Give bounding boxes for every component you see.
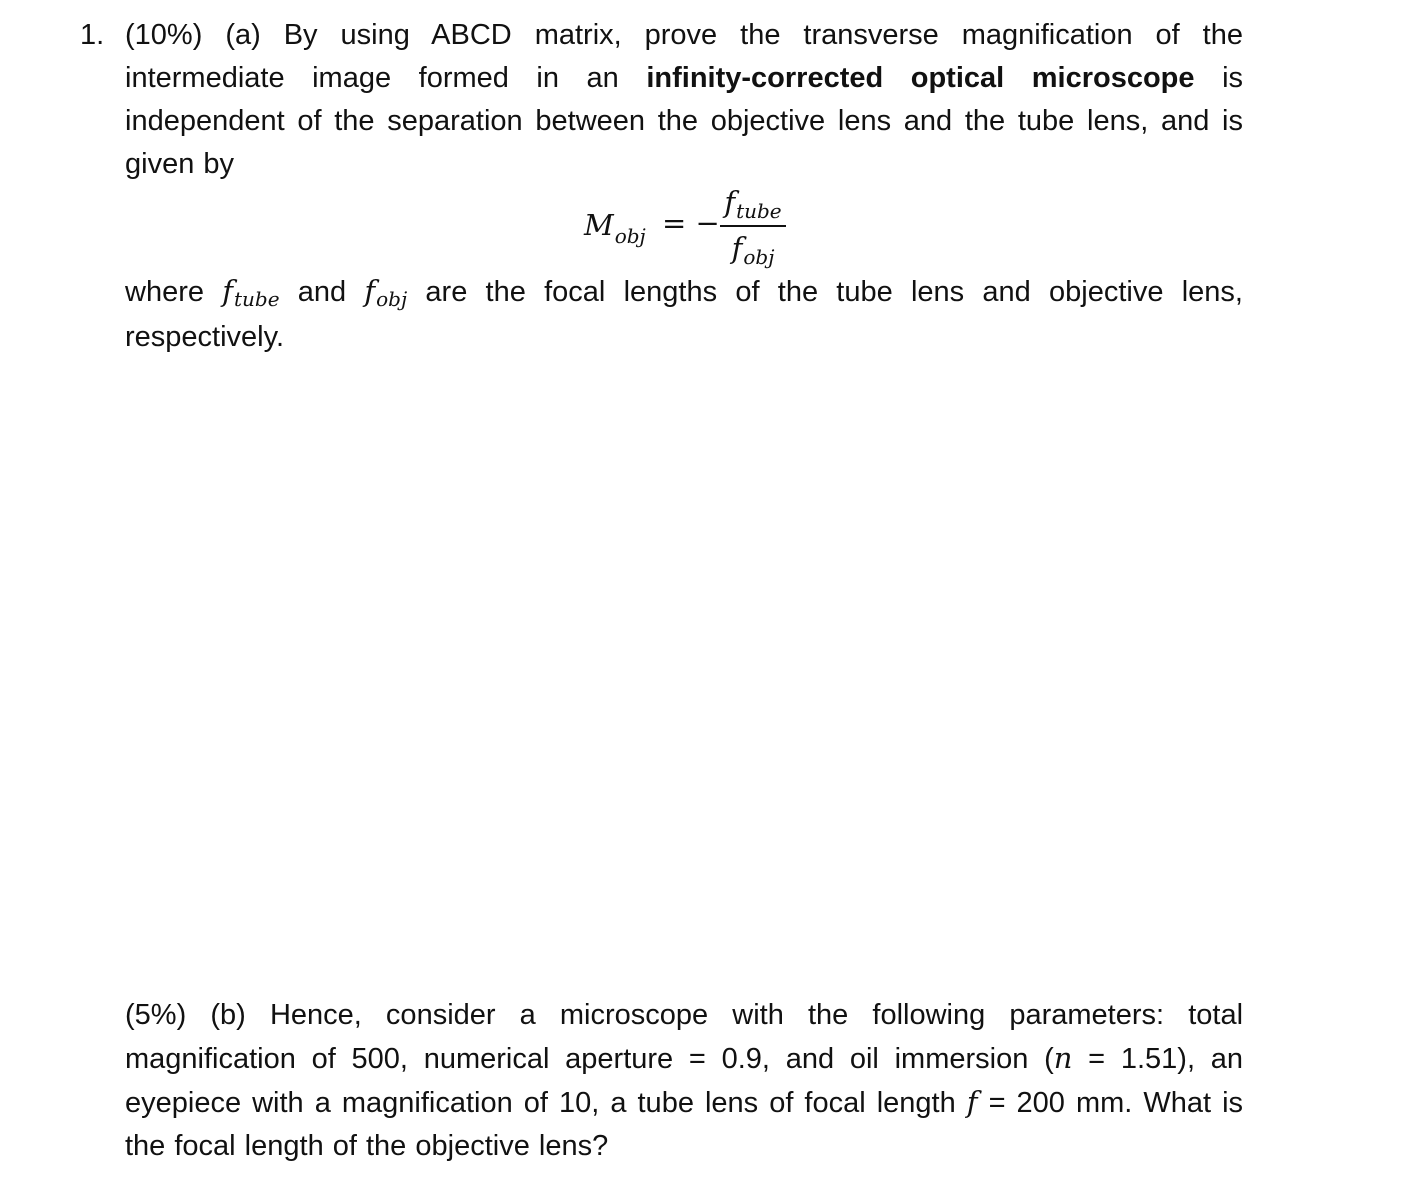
equation-fraction [720, 184, 786, 269]
where-rest: are the focal lengths of the tube lens and objective lens, respectively. [125, 276, 1243, 353]
part-a-paragraph [125, 14, 1243, 186]
where-f-tube-symbol: f [222, 274, 233, 308]
part-a-label: (a) [225, 19, 261, 51]
part-b-text-1: Hence, consider a microscope with the following parameters: total magnification of 500, numerical aperture = 0.9, and oil immersion ( [125, 999, 1244, 1075]
fraction-numerator [720, 184, 786, 223]
part-b-marks: (5%) [125, 999, 187, 1031]
where-f-tube [222, 274, 280, 311]
equals-sign: = [662, 206, 687, 240]
lhs-symbol: M [584, 208, 614, 242]
part-b-paragraph [125, 994, 1243, 1168]
part-a-where-clause [125, 270, 1243, 359]
numerator-symbol: f [724, 185, 736, 219]
part-b-label: (b) [210, 999, 246, 1031]
where-word: where [125, 276, 204, 308]
where-f-obj-symbol: f [364, 274, 376, 308]
magnification-equation [580, 184, 840, 270]
part-a-bold-term: infinity-corrected optical microscope [646, 62, 1195, 94]
equation-relation [662, 206, 720, 240]
part-b-text-3: = 200 mm. What is the focal length of the objective lens? [125, 1087, 1244, 1162]
where-and: and [297, 276, 347, 308]
denominator-subscript: obj [743, 245, 775, 269]
equation-lhs [584, 208, 646, 248]
numerator-subscript: tube [736, 199, 782, 223]
part-a-text-end: is independent of the separation between the objective lens and the tube lens, and is given by [125, 62, 1244, 180]
minus-sign: − [695, 206, 720, 240]
part-a-text-start: By using ABCD matrix, prove the transverse magnification of the intermediate image formed in an [125, 19, 1243, 94]
lhs-subscript: obj [614, 224, 646, 248]
refractive-index-symbol: n [1053, 1041, 1073, 1075]
denominator-symbol: f [731, 231, 743, 265]
focal-length-symbol: f [966, 1085, 978, 1119]
where-f-obj [364, 274, 408, 311]
where-f-tube-subscript: tube [233, 287, 280, 311]
fraction-bar [720, 225, 786, 227]
fraction-denominator [720, 230, 786, 269]
question-number: 1. [80, 19, 105, 51]
part-a-marks: (10%) [125, 19, 203, 51]
where-f-obj-subscript: obj [376, 287, 408, 311]
part-b-text-2: = 1.51), an eyepiece with a magnification of 10, a tube lens of focal length [125, 1043, 1244, 1119]
